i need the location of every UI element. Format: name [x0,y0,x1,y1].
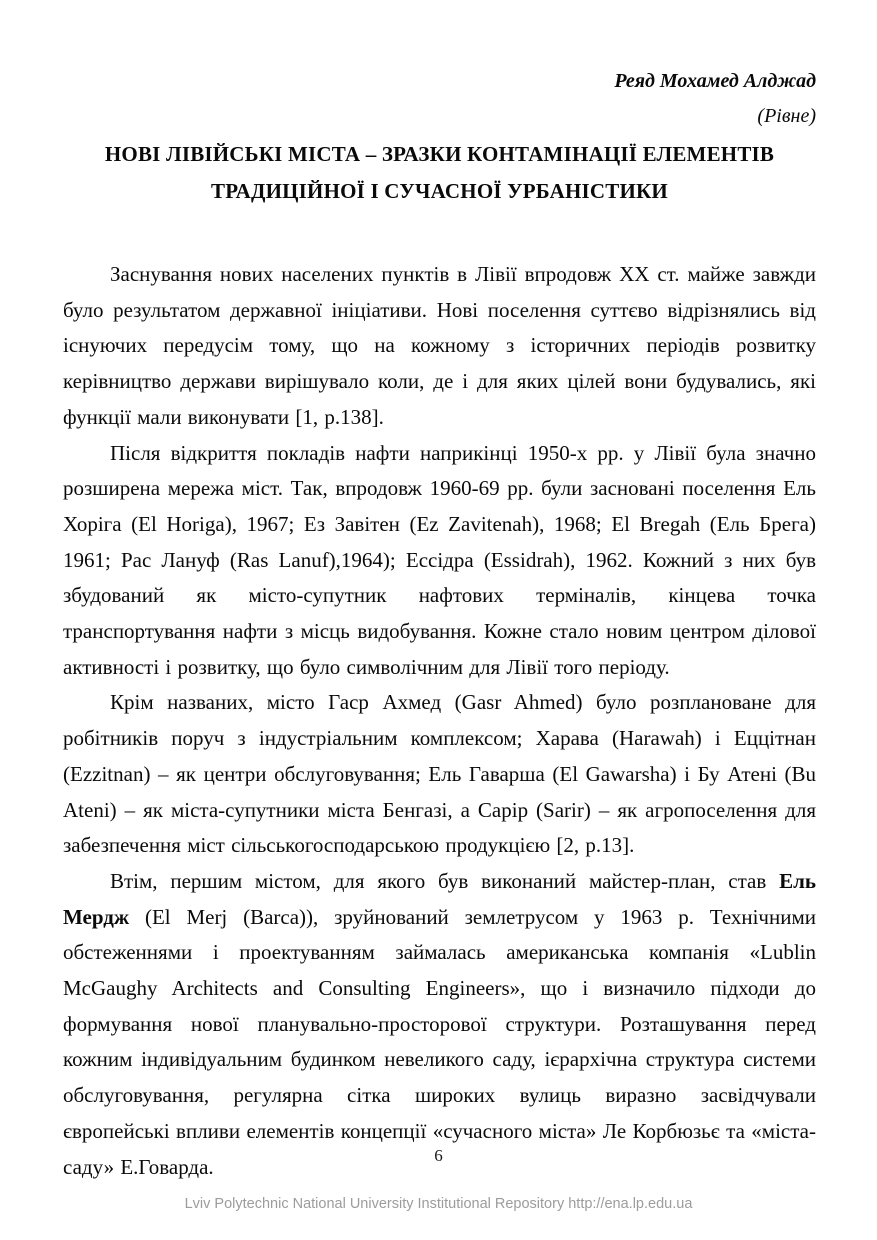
article-title-line2: ТРАДИЦІЙНОЇ І СУЧАСНОЇ УРБАНІСТИКИ [211,179,668,203]
author-location: (Рівне) [757,105,816,127]
article-title [63,136,816,210]
paragraph-founding-initiative: Заснування нових населених пунктів в Лівії впродовж ХХ ст. майже завжди було результатом державної ініціативи. Нові поселення суттєво відрізнялись від існуючих передусім тому, що на кожному з історичних періодів розвитку керівництво держави вирішувало коли, де і для яких цілей вони будувались, які функції мали виконувати [1, p.138]. [63,262,816,429]
page-number: 6 [434,1146,443,1165]
author-name: Реяд Мохамед Алджад [614,70,816,92]
paragraph-oil-towns: Після відкриття покладів нафти наприкінці 1950-х рр. у Лівії була значно розширена мережа міст. Так, впродовж 1960-69 рр. були засновані поселення Ель Хоріга (El Horiga), 1967; Ез Завітен (Ez Zavitenah), 1968; El Bregah (Ель Брега) 1961; Рас Лануф (Ras Lanuf),1964); Ессідра (Essidrah), 1962. Кожний з них був збудований як місто-супутник нафтових терміналів, кінцева точка транспортування нафти з місць видобування. Кожне стало новим центром ділової активності і розвитку, що було символічним для Лівії того періоду. [63,440,816,679]
paragraph-el-merj-prefix: Втім, першим містом, для якого був виконаний майстер-план, став [110,868,780,893]
paragraph-el-merj [63,864,816,1185]
article-title-line1: НОВІ ЛІВІЙСЬКІ МІСТА – ЗРАЗКИ КОНТАМІНАЦІЇ ЕЛЕМЕНТІВ [104,142,775,166]
paragraph-el-merj-suffix: (El Merj (Barca)), зруйнований землетрусом у 1963 р. Технічними обстеженнями і проектуванням займалась американська компанія «Lublin McGaughy Architects and Consulting Engineers», що і визначило підходи до формування нової планувально-просторової структури. Розташування перед кожним індивідуальним будинком невеликого саду, ієрархічна структура системи обслуговування, регулярна сітка широких вулиць виразно засвідчували європейські впливи елементів концепції «сучасного міста» Ле Корбюзьє та «міста-саду» Е.Говарда. [63,904,816,1179]
article-body [63,257,816,1185]
page-content [63,64,816,1185]
repository-footer: Lviv Polytechnic National University Institutional Repository http://ena.lp.edu.ua [184,1196,693,1212]
paragraph-el-merj-bold-term: Ель Мердж [63,868,816,929]
paragraph-planned-towns: Крім названих, місто Гаср Ахмед (Gasr Ahmed) було розплановане для робітників поруч з індустріальним комплексом; Харава (Harawah) і Еццітнан (Ezzitnan) – як центри обслуговування; Ель Гаварша (El Gawarsha) і Бу Атені (Bu Ateni) – як міста-супутники міста Бенгазі, а Сарір (Sarir) – як агропоселення для забезпечення міст сільськогосподарською продукцією [2, p.13]. [63,690,816,858]
